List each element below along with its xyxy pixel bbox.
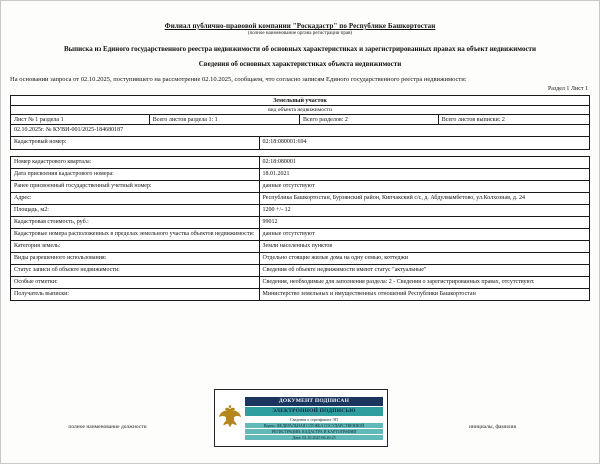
table-row xyxy=(11,205,589,217)
cadastral-number-label: Кадастровый номер: xyxy=(11,137,260,149)
row-value: 02:18:080001 xyxy=(262,159,296,165)
table-row xyxy=(11,106,589,115)
stamp-date: Дата: 02.10.2025 06:26:25 xyxy=(245,435,383,440)
sheet-cell-total-extract-sheets: Всего листов выписки: 2 xyxy=(441,117,505,123)
initials-label: инициалы, фамилия xyxy=(468,424,517,430)
table-row xyxy=(11,193,589,205)
doc-title: Выписка из Единого государственного реестра недвижимости об основных характеристиках и зарегистрированных правах на объект недвижимости xyxy=(63,45,537,53)
row-value: Министерство земельных и имущественных отношений Республики Башкортостан xyxy=(262,291,476,297)
table-row xyxy=(11,277,589,289)
row-label: Номер кадастрового квартала: xyxy=(11,157,260,168)
table-row xyxy=(11,157,589,169)
org-caption: (полное наименование органа регистрации прав) xyxy=(247,31,353,36)
row-label: Статус записи об объекте недвижимости: xyxy=(11,265,260,276)
table-row xyxy=(11,96,589,106)
row-value: Отдельно стоящие жилые дома на одну семью, коттеджи xyxy=(262,255,408,261)
table-row xyxy=(11,265,589,277)
row-value: Сведения об объекте недвижимости имеют статус "актуальные" xyxy=(262,267,427,273)
object-type: Земельный участок xyxy=(273,98,327,104)
row-value: Земли населенных пунктов xyxy=(262,243,333,249)
stamp-issuer-line2: РЕГИСТРАЦИИ, КАДАСТРА И КАРТОГРАФИИ xyxy=(245,429,383,434)
stamp-cert-info: Сведения о сертификате ЭП xyxy=(290,416,338,422)
table-row xyxy=(11,229,589,241)
row-value: данные отсутствуют xyxy=(262,183,315,189)
request-line: На основании запроса от 02.10.2025, поступившего на рассмотрение 02.10.2025, сообщаем, что согласно записям Единого государственного реестра недвижимости: xyxy=(10,76,467,83)
row-label: Ранее присвоенный государственный учетный номер: xyxy=(11,181,260,192)
row-label: Категория земель: xyxy=(11,241,260,252)
stamp-title-line1: ДОКУМЕНТ ПОДПИСАН xyxy=(245,397,383,406)
extract-number-row xyxy=(11,125,589,137)
coat-of-arms-icon xyxy=(215,404,245,432)
row-value: Республика Башкортостан, Бурзянский район, Кипчакский с/с, д. Абдулмамбетово, ул.Колхозная, д. 24 xyxy=(262,195,525,201)
row-label: Адрес: xyxy=(11,193,260,204)
row-value: данные отсутствуют xyxy=(262,231,315,237)
details-table xyxy=(10,156,590,301)
row-label: Кадастровые номера расположенных в пределах земельного участка объектов недвижимости: xyxy=(11,229,260,240)
sheet-cell-list-number: Лист № 1 раздела 1 xyxy=(11,115,150,124)
extract-number: 02.10.2025г. № КУВИ-001/2025-184680187 xyxy=(14,127,124,133)
sheet-cell-total-sections: Всего разделов: 2 xyxy=(300,115,439,124)
row-value: Сведения, необходимые для заполнения раздела: 2 - Сведения о зарегистрированных правах, отсутствуют. xyxy=(262,279,535,285)
row-value: 18.01.2021 xyxy=(262,171,290,177)
doc-subtitle: Сведения об основных характеристиках объекта недвижимости xyxy=(198,60,402,68)
table-row xyxy=(11,241,589,253)
row-label: Получатель выписки: xyxy=(11,289,260,300)
cadastral-number-row xyxy=(11,137,589,149)
row-value: 99012 xyxy=(262,219,278,225)
stamp-issuer-line1: Верно: ФЕДЕРАЛЬНАЯ СЛУЖБА ГОСУДАРСТВЕННОЙ xyxy=(245,423,383,428)
table-row xyxy=(11,181,589,193)
row-label: Особые отметки: xyxy=(11,277,260,288)
table-row xyxy=(11,289,589,300)
signature-stamp xyxy=(214,389,388,447)
org-name: Филиал публично-правовой компании "Роскадастр" по Республике Башкортостан xyxy=(164,22,436,30)
cadastral-number-value: 02:18:080001:694 xyxy=(262,139,307,145)
sheet-counts-row xyxy=(11,115,589,125)
stamp-title-line2: ЭЛЕКТРОННОЙ ПОДПИСЬЮ xyxy=(245,407,383,416)
position-label: полное наименование должности xyxy=(68,424,147,430)
row-label: Виды разрешенного использования: xyxy=(11,253,260,264)
row-label: Кадастровая стоимость, руб.: xyxy=(11,217,260,228)
table-row xyxy=(11,169,589,181)
row-label: Дата присвоения кадастрового номера: xyxy=(11,169,260,180)
table-row xyxy=(11,217,589,229)
section-sheet-label: Раздел 1 Лист 1 xyxy=(547,86,588,92)
object-type-caption: вид объекта недвижимости xyxy=(268,107,332,113)
sheet-cell-total-section-sheets: Всего листов раздела 1: 1 xyxy=(150,115,300,124)
row-label: Площадь, м2: xyxy=(11,205,260,216)
table-row xyxy=(11,253,589,265)
row-value: 1200 +/- 12 xyxy=(262,207,291,213)
object-header-table xyxy=(10,95,590,150)
